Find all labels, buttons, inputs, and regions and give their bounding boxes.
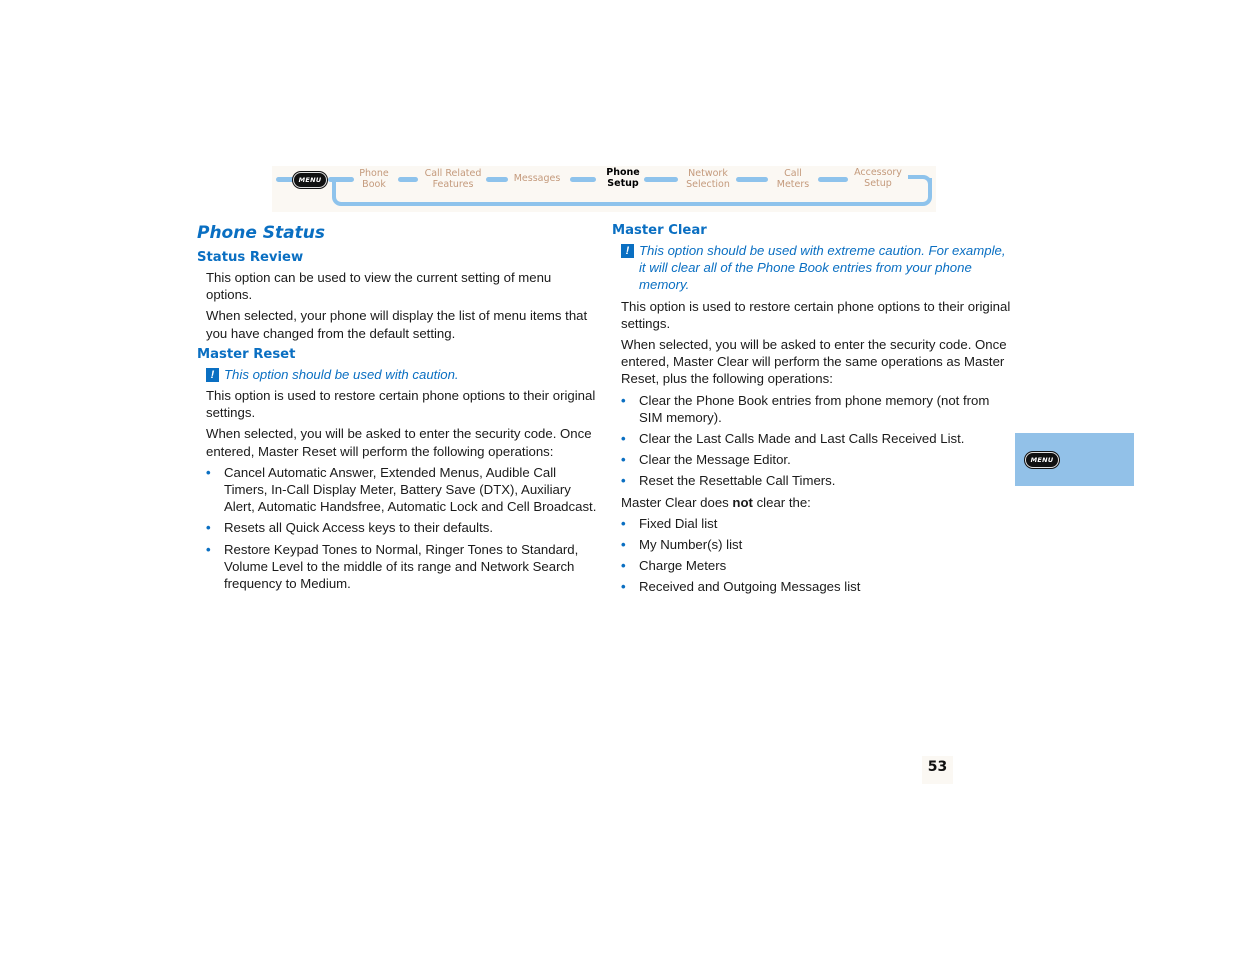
nav-item-phone-book: Phone Book <box>359 168 389 190</box>
nav-connector <box>818 177 848 182</box>
list-item: • Reset the Resettable Call Timers. <box>612 472 1012 489</box>
section-side-tab <box>1015 433 1134 486</box>
master-reset-text: This option is used to restore certain phone options to their original settings. <box>206 388 596 421</box>
menu-key-icon: MENU <box>1025 452 1059 468</box>
caution-note: ! This option should be used with extreme caution. For example, it will clear all of the Phone Book entries from your phone memory. <box>612 242 1012 294</box>
not-cleared-list <box>612 515 1012 596</box>
list-item: • Cancel Automatic Answer, Extended Menus, Audible Call Timers, In-Call Display Meter, Battery Save (DTX), Auxiliary Alert, Automatic Handsfree, Automatic Lock and Cell Broadcast. <box>197 464 597 516</box>
nav-item-accessory-setup: Accessory Setup <box>854 167 902 189</box>
nav-connector <box>398 177 418 182</box>
status-review-text: When selected, your phone will display the list of menu items that you have changed from the default setting. <box>206 308 588 341</box>
right-column <box>612 222 1012 596</box>
left-column <box>197 221 597 592</box>
nav-connector <box>570 177 596 182</box>
master-reset-heading: Master Reset <box>197 346 296 362</box>
list-item: • Received and Outgoing Messages list <box>612 578 1012 595</box>
nav-connector <box>644 177 678 182</box>
nav-connector <box>486 177 508 182</box>
nav-item-network-selection: Network Selection <box>686 168 730 190</box>
status-review-heading: Status Review <box>197 250 304 265</box>
nav-item-call-related-features: Call Related Features <box>424 168 482 190</box>
section-title: Phone Status <box>197 223 325 243</box>
master-clear-text: When selected, you will be asked to enter the security code. Once entered, Master Clear will perform the same operations as Master Reset, plus the following operations: <box>621 337 1007 387</box>
menu-navigation-strip <box>272 166 936 212</box>
not-cleared-intro: Master Clear does not clear the: <box>621 494 811 510</box>
caution-note: ! This option should be used with caution. <box>197 366 597 383</box>
page-number: 53 <box>922 756 953 784</box>
master-clear-operations <box>612 392 1012 490</box>
nav-item-messages: Messages <box>513 173 561 184</box>
master-clear-heading: Master Clear <box>612 223 707 238</box>
list-item: • Clear the Message Editor. <box>612 451 1012 468</box>
list-item: • Resets all Quick Access keys to their defaults. <box>197 519 597 536</box>
menu-key-icon: MENU <box>293 172 327 188</box>
list-item: • Clear the Last Calls Made and Last Calls Received List. <box>612 430 1012 447</box>
list-item: • Fixed Dial list <box>612 515 1012 532</box>
caution-icon: ! <box>621 244 634 258</box>
list-item: • Restore Keypad Tones to Normal, Ringer Tones to Standard, Volume Level to the middle of its range and Network Search frequency to Medium. <box>197 541 597 593</box>
caution-icon: ! <box>206 368 219 382</box>
nav-connector <box>328 177 354 182</box>
nav-item-call-meters: Call Meters <box>776 168 810 190</box>
nav-loop-cap <box>908 175 932 191</box>
list-item: • Charge Meters <box>612 557 1012 574</box>
nav-connector <box>736 177 768 182</box>
status-review-text: This option can be used to view the current setting of menu options. <box>206 270 552 303</box>
master-clear-text: This option is used to restore certain phone options to their original settings. <box>621 298 1011 331</box>
master-reset-operations <box>197 464 597 592</box>
nav-item-phone-setup: Phone Setup <box>606 167 640 189</box>
list-item: • My Number(s) list <box>612 536 1012 553</box>
list-item: • Clear the Phone Book entries from phone memory (not from SIM memory). <box>612 392 1012 426</box>
master-reset-text: When selected, you will be asked to enter the security code. Once entered, Master Reset will perform the following operations: <box>206 426 592 459</box>
